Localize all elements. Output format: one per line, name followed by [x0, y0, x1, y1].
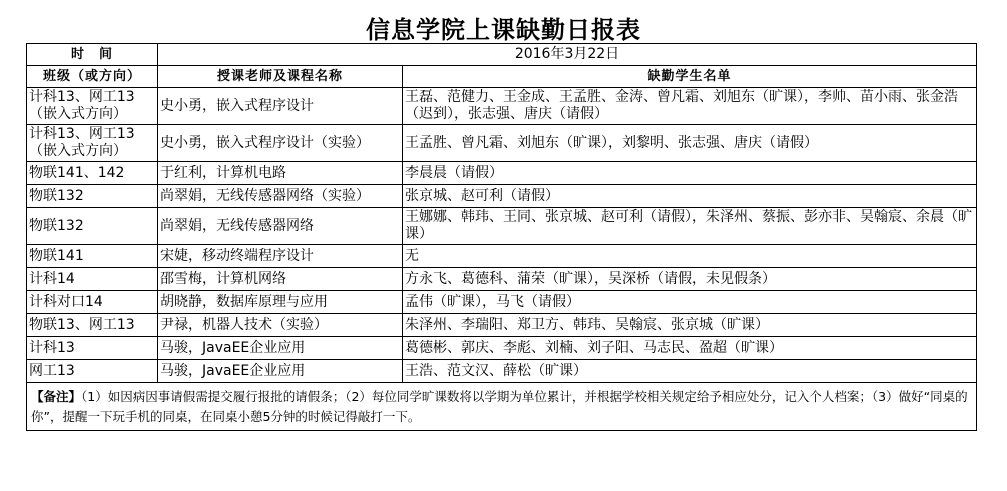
- report-title: 信息学院上课缺勤日报表: [366, 15, 641, 44]
- table-row: [27, 268, 977, 291]
- absence-report-table: [26, 43, 977, 431]
- absent-list-cell: 王浩、范文汉、薛松（旷课）: [403, 360, 977, 383]
- report-date: 2016年3月22日: [158, 44, 977, 66]
- column-header-absent: 缺勤学生名单: [403, 66, 977, 88]
- class-cell: 网工13: [27, 360, 158, 383]
- table-row: [27, 291, 977, 314]
- absent-list-cell: 葛德彬、郭庆、李彪、刘楠、刘子阳、马志民、盈超（旷课）: [403, 337, 977, 360]
- table-row: [27, 185, 977, 208]
- date-row: [27, 44, 977, 66]
- teacher-course-cell: 尚翠娟，无线传感器网络（实验）: [158, 185, 403, 208]
- absent-list-cell: 王孟胜、曾凡霜、刘旭东（旷课），刘黎明、张志强、唐庆（请假）: [403, 125, 977, 162]
- absent-list-cell: 张京城、赵可利（请假）: [403, 185, 977, 208]
- table-row: [27, 337, 977, 360]
- absent-list-cell: 李晨晨（请假）: [403, 162, 977, 185]
- class-cell: 计科13: [27, 337, 158, 360]
- absent-list-cell: 孟伟（旷课），马飞（请假）: [403, 291, 977, 314]
- note-cell: [27, 383, 977, 431]
- table-row: [27, 245, 977, 268]
- teacher-course-cell: 宋婕，移动终端程序设计: [158, 245, 403, 268]
- class-cell: 计科13、网工13（嵌入式方向）: [27, 125, 158, 162]
- table-row: [27, 314, 977, 337]
- table-row: [27, 162, 977, 185]
- table-row: [27, 208, 977, 245]
- column-header-teacher: 授课老师及课程名称: [158, 66, 403, 88]
- time-label: 时 间: [27, 44, 158, 66]
- column-header-class: 班级（或方向）: [27, 66, 158, 88]
- table-row: [27, 88, 977, 125]
- teacher-course-cell: 于红利，计算机电路: [158, 162, 403, 185]
- teacher-course-cell: 胡晓静，数据库原理与应用: [158, 291, 403, 314]
- teacher-course-cell: 尹禄，机器人技术（实验）: [158, 314, 403, 337]
- table-row: [27, 360, 977, 383]
- teacher-course-cell: 马骏，JavaEE企业应用: [158, 337, 403, 360]
- teacher-course-cell: 马骏，JavaEE企业应用: [158, 360, 403, 383]
- class-cell: 物联141、142: [27, 162, 158, 185]
- class-cell: 计科14: [27, 268, 158, 291]
- class-cell: 物联132: [27, 208, 158, 245]
- teacher-course-cell: 史小勇，嵌入式程序设计: [158, 88, 403, 125]
- column-header-row: [27, 66, 977, 88]
- class-cell: 计科对口14: [27, 291, 158, 314]
- class-cell: 计科13、网工13（嵌入式方向）: [27, 88, 158, 125]
- teacher-course-cell: 邵雪梅，计算机网络: [158, 268, 403, 291]
- absent-list-cell: 王磊、范健力、王金成、王孟胜、金涛、曾凡霜、刘旭东（旷课），李帅、苗小雨、张金浩（迟到），张志强、唐庆（请假）: [403, 88, 977, 125]
- class-cell: 物联13、网工13: [27, 314, 158, 337]
- note-text: （1）如因病因事请假需提交履行报批的请假条；（2）每位同学旷课数将以学期为单位累计，并根据学校相关规定给予相应处分，记入个人档案；（3）做好“同桌的你”，提醒一下玩手机的同桌，在同桌小憩5分钟的时候记得敲打一下。: [31, 388, 968, 424]
- note-row: [27, 383, 977, 431]
- absent-list-cell: 朱泽州、李瑞阳、郑卫方、韩玮、吴翰宸、张京城（旷课）: [403, 314, 977, 337]
- class-cell: 物联141: [27, 245, 158, 268]
- absent-list-cell: 无: [403, 245, 977, 268]
- teacher-course-cell: 尚翠娟，无线传感器网络: [158, 208, 403, 245]
- absent-list-cell: 方永飞、葛德科、蒲荣（旷课），吴深桥（请假，未见假条）: [403, 268, 977, 291]
- absent-list-cell: 王娜娜、韩玮、王同、张京城、赵可利（请假），朱泽州、蔡振、彭亦非、吴翰宸、余晨（旷课）: [403, 208, 977, 245]
- teacher-course-cell: 史小勇，嵌入式程序设计（实验）: [158, 125, 403, 162]
- class-cell: 物联132: [27, 185, 158, 208]
- table-row: [27, 125, 977, 162]
- note-label: 【备注】: [31, 388, 82, 404]
